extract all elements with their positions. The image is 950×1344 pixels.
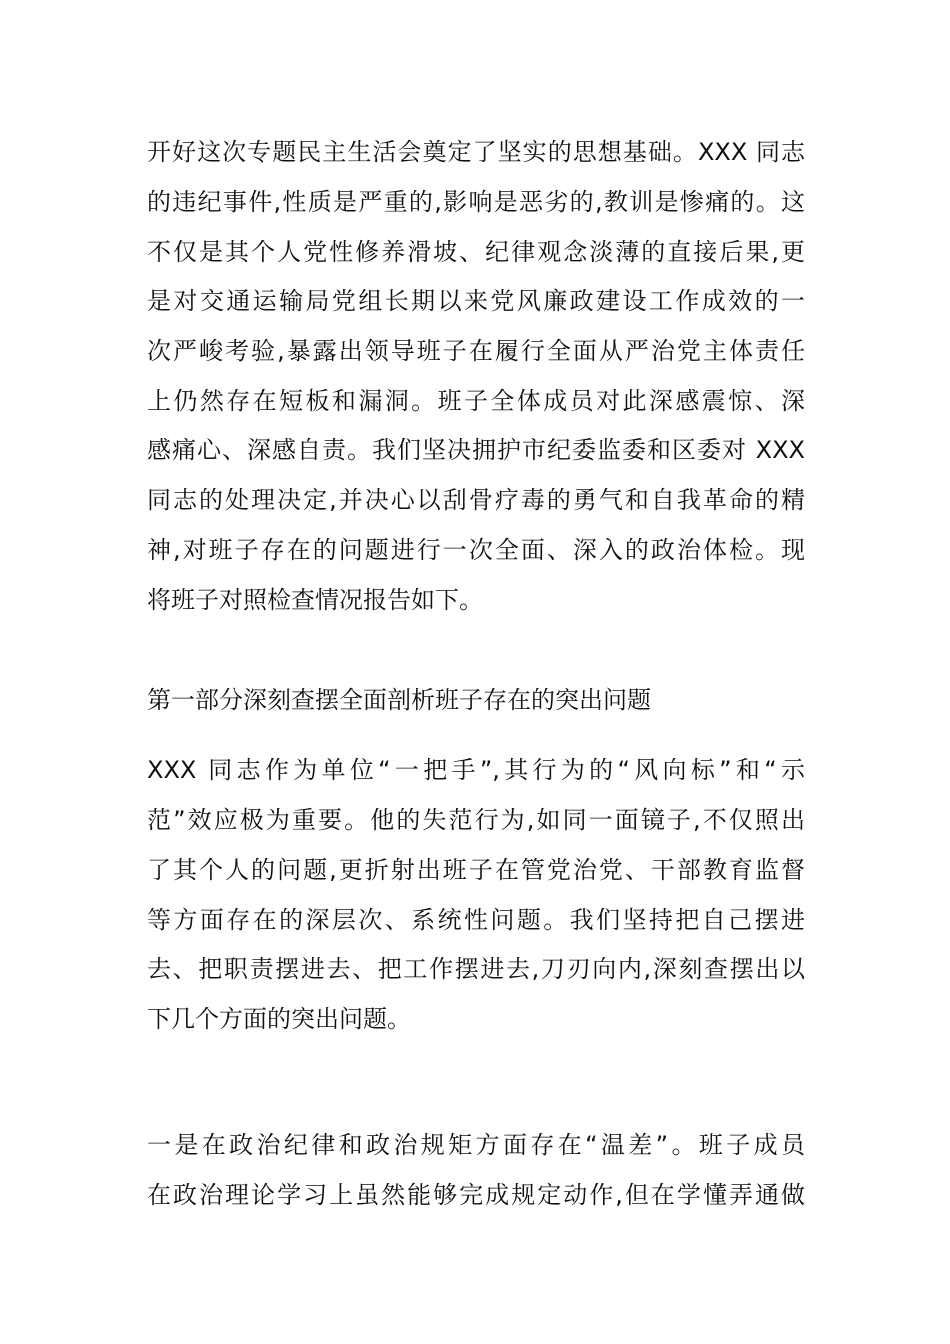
text-line: 同志的处理决定,并决心以刮骨疗毒的勇气和自我革命的精 (147, 486, 805, 514)
text-line: 范”效应极为重要。他的失范行为,如同一面镜子,不仅照出 (147, 806, 805, 834)
section-heading: 第一部分深刻查摆全面剖析班子存在的突出问题 (147, 686, 651, 714)
text-line: 上仍然存在短板和漏洞。班子全体成员对此深感震惊、深 (147, 387, 805, 415)
text-line: 等方面存在的深层次、系统性问题。我们坚持把自己摆进 (147, 906, 805, 934)
text-line: 感痛心、深感自责。我们坚决拥护市纪委监委和区委对 XXX (147, 436, 805, 464)
text-line: XXX 同志作为单位“一把手”,其行为的“风向标”和“示 (147, 756, 805, 784)
text-line: 下几个方面的突出问题。 (147, 1005, 411, 1033)
text-line: 开好这次专题民主生活会奠定了坚实的思想基础。XXX 同志 (147, 138, 805, 166)
text-line: 次严峻考验,暴露出领导班子在履行全面从严治党主体责任 (147, 337, 805, 365)
text-line: 神,对班子存在的问题进行一次全面、深入的政治体检。现 (147, 536, 805, 564)
text-line: 了其个人的问题,更折射出班子在管党治党、干部教育监督 (147, 856, 805, 884)
text-line: 是对交通运输局党组长期以来党风廉政建设工作成效的一 (147, 287, 805, 315)
text-line: 的违纪事件,性质是严重的,影响是恶劣的,教训是惨痛的。这 (147, 188, 805, 216)
text-line: 将班子对照检查情况报告如下。 (147, 586, 483, 614)
text-line: 在政治理论学习上虽然能够完成规定动作,但在学懂弄通做 (147, 1181, 805, 1209)
text-line: 一是在政治纪律和政治规矩方面存在“温差”。班子成员 (147, 1131, 805, 1159)
text-line: 去、把职责摆进去、把工作摆进去,刀刃向内,深刻查摆出以 (147, 955, 805, 983)
text-line: 不仅是其个人党性修养滑坡、纪律观念淡薄的直接后果,更 (147, 238, 805, 266)
